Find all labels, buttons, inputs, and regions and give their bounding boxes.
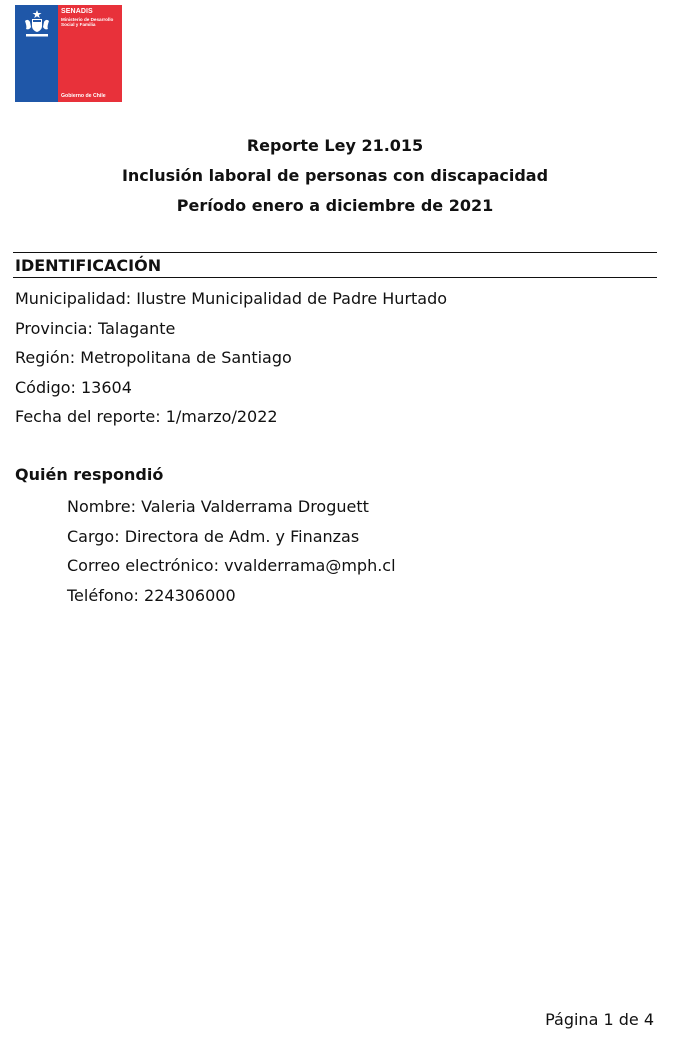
field-value: Directora de Adm. y Finanzas [124, 526, 360, 546]
field-value: Ilustre Municipalidad de Padre Hurtado [136, 289, 448, 308]
field-municipalidad [15, 284, 447, 314]
identificacion-fields [15, 284, 447, 432]
field-correo [67, 551, 396, 581]
field-region [15, 343, 447, 373]
field-label: Código: [15, 377, 76, 397]
field-value: vvalderrama@mph.cl [224, 556, 396, 576]
field-label: Municipalidad: [15, 289, 132, 308]
senadis-logo [15, 5, 122, 102]
report-title-subject: Inclusión laboral de personas con discapacidad [121, 166, 549, 185]
field-value: 1/marzo/2022 [165, 407, 278, 427]
field-value: Valeria Valderrama Droguett [141, 497, 369, 516]
logo-blue-panel [15, 5, 58, 102]
field-fecha-reporte [15, 402, 447, 432]
field-label: Correo electrónico: [67, 556, 219, 576]
logo-red-panel [58, 5, 122, 102]
field-telefono [67, 581, 396, 611]
page-number: Página 1 de 4 [545, 1010, 654, 1029]
field-value: Talagante [97, 318, 176, 338]
field-label: Provincia: [15, 318, 93, 338]
logo-government-text: Gobierno de Chile [61, 93, 106, 99]
field-label: Teléfono: [67, 585, 139, 605]
section-top-divider [13, 252, 657, 253]
field-cargo [67, 522, 396, 552]
field-label: Fecha del reporte: [15, 407, 161, 427]
responder-header: Quién respondió [15, 465, 164, 484]
logo-brand-text: SENADIS [61, 8, 93, 15]
field-value: Metropolitana de Santiago [80, 348, 292, 368]
field-codigo [15, 373, 447, 403]
field-label: Nombre: [67, 497, 136, 516]
responder-fields [67, 492, 396, 610]
field-nombre [67, 492, 396, 522]
report-title-period: Período enero a diciembre de 2021 [176, 196, 494, 215]
field-value: 13604 [81, 377, 132, 397]
coat-of-arms-icon [22, 10, 52, 38]
section-bottom-divider [13, 277, 657, 278]
field-label: Cargo: [67, 526, 120, 546]
field-label: Región: [15, 348, 76, 368]
report-title-law: Reporte Ley 21.015 [246, 136, 424, 155]
logo-ministry-text: Ministerio de Desarrollo Social y Familia [61, 17, 114, 28]
field-provincia [15, 314, 447, 344]
field-value: 224306000 [144, 585, 236, 605]
identificacion-header: IDENTIFICACIÓN [15, 256, 162, 275]
report-title [0, 131, 670, 221]
